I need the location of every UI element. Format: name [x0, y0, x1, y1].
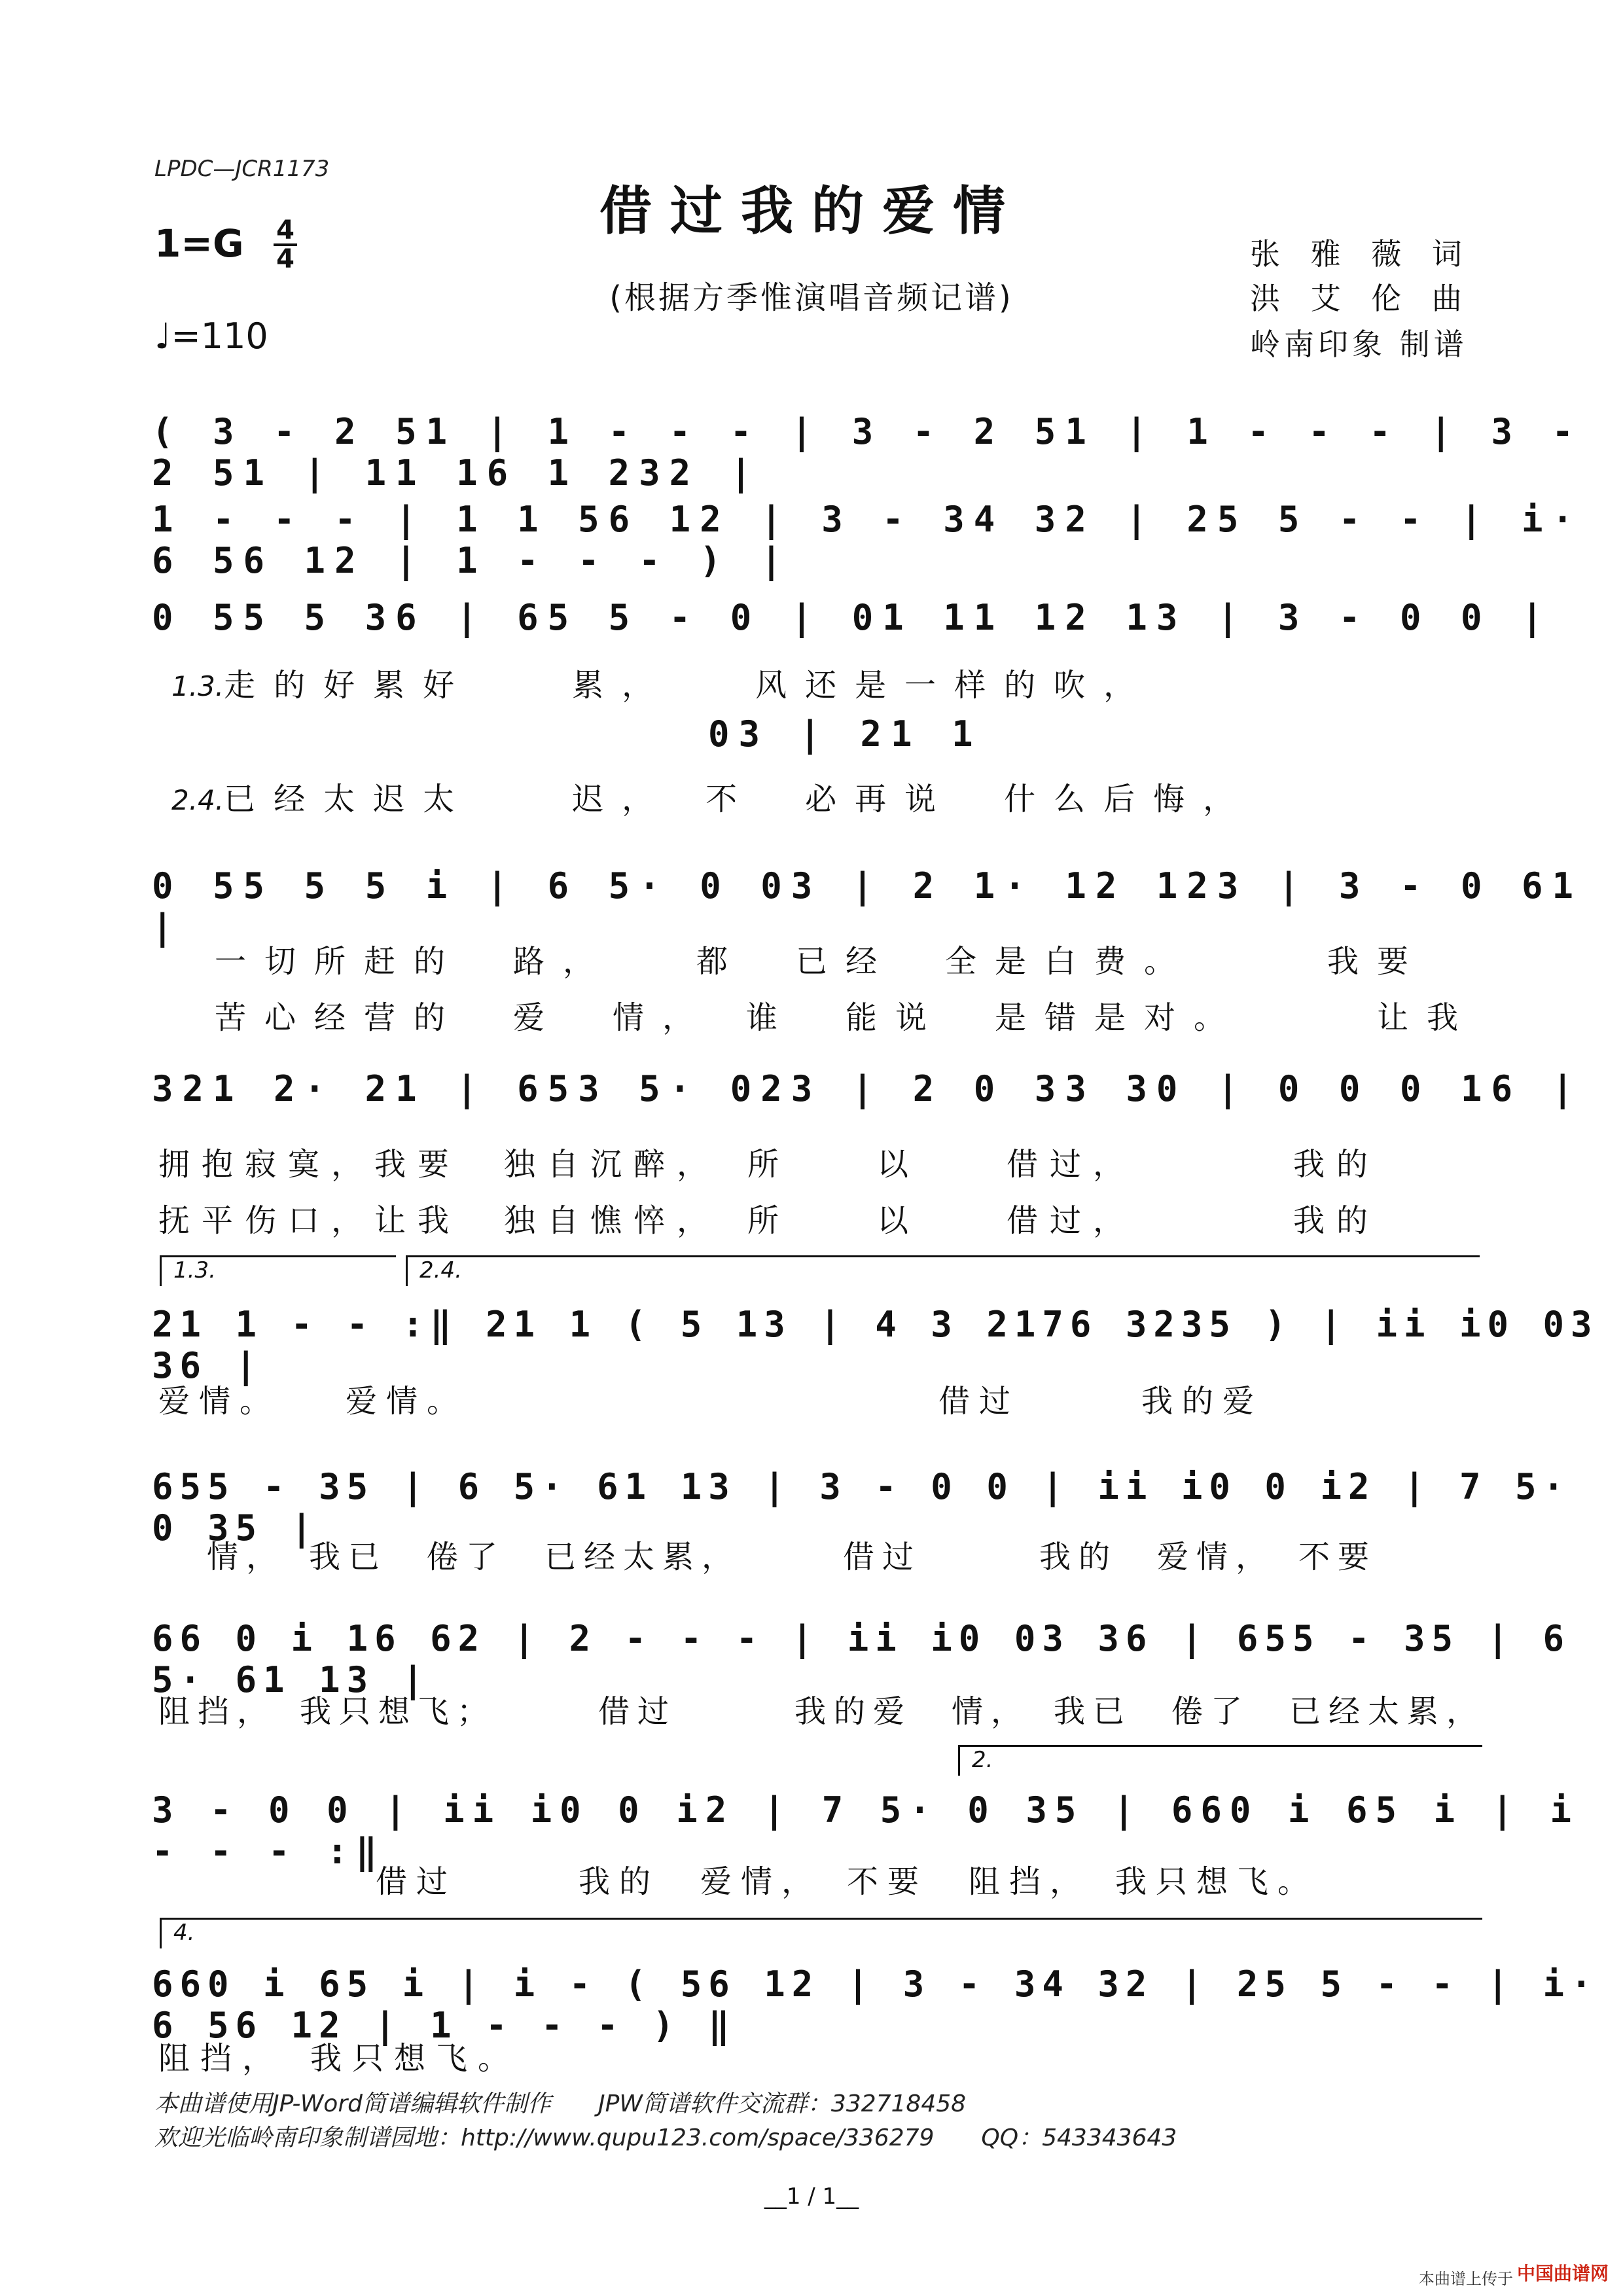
verse-number-1: 1.3.	[171, 670, 224, 702]
lyric-line-5: 拥抱寂寞，我要 独自沉醉， 所 以 借过， 我的	[158, 1146, 1380, 1183]
footer-line-2: 欢迎光临岭南印象制谱园地：http://www.qupu123.com/space/336279 QQ：543343643	[154, 2125, 1177, 2151]
score-row-4: 0 55 5 5 i | 6 5· 0 03 | 2 1· 12 123 | 3 - 0 61 |	[152, 865, 1583, 948]
lyric-line-7: 爱情。 爱情。 借过 我的爱	[158, 1383, 1264, 1420]
page-number: __1 / 1__	[764, 2183, 859, 2210]
score-row-9: 3 - 0 0 | ii i0 0 i2 | 7 5· 0 35 | 660 i 65 i | i - - - :‖	[152, 1789, 1580, 1872]
score-row-2: 1 - - - | 1 1 56 12 | 3 - 34 32 | 25 5 - - | i· 6 56 12 | 1 - - - ) |	[152, 499, 1583, 581]
score-row-5: 321 2· 21 | 653 5· 023 | 2 0 33 30 | 0 0 0 16 |	[152, 1068, 1583, 1109]
lyric-text-1: 走的好累好 累， 风还是一样的吹，	[224, 667, 1154, 704]
lyricist-credit: 张 雅 薇 词	[1250, 236, 1472, 272]
verse-number-2: 2.4.	[171, 784, 224, 816]
lyric-line-9: 阻挡， 我只想飞； 借过 我的爱 情， 我已 倦了 已经太累，	[158, 1693, 1486, 1730]
lyric-line-3: 一切所赶的 路， 都 已经 全是白费。 我要	[215, 943, 1427, 980]
score-row-1: ( 3 - 2 51 | 1 - - - | 3 - 2 51 | 1 - - - | 3 - 2 51 | 11 16 1 232 |	[152, 411, 1583, 493]
lyric-line-4: 苦心经营的 爱 情， 谁 能说 是错是对。 让我	[215, 999, 1477, 1036]
page-title: 借过我的爱情	[599, 180, 1024, 242]
lyric-line-11: 阻挡， 我只想飞。	[158, 2040, 520, 2077]
score-row-7: 655 - 35 | 6 5· 61 13 | 3 - 0 0 | ii i0 0 i2 | 7 5· 0 35 |	[152, 1466, 1571, 1549]
volta-1: 1.3.	[160, 1255, 396, 1286]
lyric-line-6: 抚平伤口，让我 独自憔悴， 所 以 借过， 我的	[158, 1202, 1380, 1239]
score-row-10: 660 i 65 i | i - ( 56 12 | 3 - 34 32 | 25 5 - - | i· 6 56 12 | 1 - - - ) ‖	[152, 1964, 1599, 2046]
lyric-line-2	[171, 774, 1253, 819]
volta-3: 2.	[958, 1745, 1482, 1776]
score-code: LPDC—JCR1173	[154, 156, 330, 182]
footer-line-1: 本曲谱使用JP-Word简谱编辑软件制作 JPW简谱软件交流群：332718458	[154, 2090, 967, 2117]
score-row-6: 21 1 - - :‖ 21 1 ( 5 13 | 4 3 2176 3235 ) | ii i0 03 36 |	[152, 1304, 1599, 1386]
site-logo: 中国曲谱网	[1517, 2263, 1609, 2284]
arranger-credit: 岭南印象 制谱	[1250, 327, 1468, 362]
upload-note: 本曲谱上传于	[1419, 2270, 1513, 2288]
score-row-alt: 03 | 21 1	[708, 713, 982, 755]
tempo-mark: ♩=110	[154, 315, 268, 357]
key-signature: 1=G	[154, 221, 244, 266]
volta-4: 4.	[160, 1918, 1482, 1948]
subtitle: (根据方季惟演唱音频记谱)	[609, 279, 1014, 316]
time-top: 4	[276, 215, 294, 245]
time-bottom: 4	[276, 244, 294, 274]
score-row-3: 0 55 5 36 | 65 5 - 0 | 01 11 12 13 | 3 - 0 0 |	[152, 597, 1552, 638]
lyric-line-8: 情， 我已 倦了 已经太累， 借过 我的 爱情， 不要	[207, 1539, 1378, 1575]
lyric-text-2: 已经太迟太 迟， 不 必再说 什么后悔，	[224, 781, 1253, 817]
score-row-8: 66 0 i 16 62 | 2 - - - | ii i0 03 36 | 655 - 35 | 6 5· 61 13 |	[152, 1618, 1571, 1700]
lyric-line-1	[171, 660, 1153, 705]
composer-credit: 洪 艾 伦 曲	[1250, 281, 1472, 316]
lyric-line-10: 借过 我的 爱情， 不要 阻挡， 我只想飞。	[376, 1863, 1319, 1900]
time-signature	[274, 217, 297, 272]
volta-2: 2.4.	[406, 1255, 1480, 1286]
